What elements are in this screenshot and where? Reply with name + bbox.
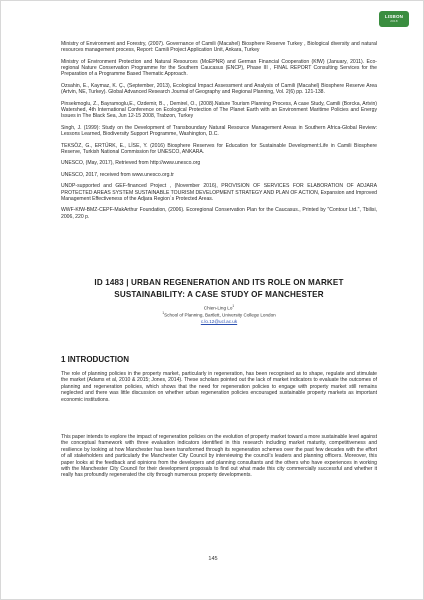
conference-logo [379, 11, 409, 27]
section-heading-introduction: 1 INTRODUCTION [61, 355, 129, 364]
author-email-link[interactable]: c.lo.12@ucl.ac.uk [200, 318, 238, 324]
logo-sub-text: 2018 [390, 19, 398, 23]
author-affiliation: School of Planning, Bartlett, University College London [164, 312, 276, 318]
reference-item: Pinsekmoglu, Z., Bayramoglu,E., Ozdemir, B., , Demirel, O., (2008).Nature Tourism Planning Process, A case Study, Camili (Borcka, Artvin) Watershed, 4th International Conference on Ecological Protection of The Planet Earth with an Environment Maritime Policies and Energy Issues in The Black Sea, Jun 12-15 2008, Trabzon, Turkey [61, 100, 377, 120]
paper-title [61, 277, 377, 301]
reference-item: UNESCO, (May, 2017), Retrieved from http://www.unesco.org [61, 160, 201, 167]
reference-item: Singh, J. (1999): Study on the Development of Transboundary Natural Resource Management Areas in Southern Africa-Global Review: Lessons Learned, Biodiversity Support Programme, Washington, D.C. [61, 124, 377, 138]
paper-title-line-1: ID 1483 | URBAN REGENERATION AND ITS ROLE ON MARKET [94, 278, 344, 287]
reference-item: Ministry of Environment and Forestry, (2007). Governance of Camili (Macahel) Biosphere Reserve Turkey , Biological diversity and natural resources management process, Report: Camili Project Application Unit, Ankara, Turkey [61, 41, 377, 54]
author-superscript: 1 [232, 304, 235, 308]
reference-item: Ozsahin, E., Kaymaz, K. Ç., (September, 2013), Ecological Impact Assessment and Analysis of Camili (Macahel) Biosphere Reserve Area (Artvin, NE, Turkey). Global Advanced Research Journal of Geography and Regional Planning, Vol. 2(6) pp. 121-138. [61, 82, 377, 96]
reference-item: Ministry of Environment Protection and Natural Resources (MoEPNR) and German Financial Cooperation (KfW) (January, 2011). Eco-regional Nature Conservation Programme for the Southern Caucasus (ENCP), Phase III , FINAL REPORT Consulting Services for the Preparation of a Programme Based Thematic Approach. [61, 58, 377, 78]
introduction-paragraph-1: The role of planning policies in the property market, particularly in regeneration, has been recognised as to shape, regulate and stimulate the market (Adams et al, 2010 & 2015; Jones, 2014). These scholars pointed out the lack of market indicators to evaluate the outcomes of planning and regeneration policies, which shows that the need for regeneration policies to engage with property market still remains neglected and there was little discussion on whether urban regeneration policies encouraged sustainable property markets as important economic institutions. [61, 371, 377, 403]
affiliation-superscript: 1 [162, 311, 165, 316]
reference-item: UNDP-supported and GEF-financed Project , (November 2016), PROVISION OF SERVICES FOR ELABORATION OF ADJARA PROTECTED AREAS SYSTEM SUSTAINABLE TOURISM DEVELOPMENT STRATEGY AND PLAN OF ACTION, Expansion and Improved Management Effectiveness of the Adjara Region`s Protected Areas. [61, 183, 377, 202]
author-block [61, 304, 377, 324]
author-email-line[interactable] [61, 319, 377, 325]
reference-list [61, 41, 377, 225]
author-affiliation-line [61, 311, 377, 318]
reference-item: TEKSÖZ, G., ERTÜRK, E., LİSE, Y. (2016) Biosphere Reserves for Education for Sustainable Development:Life in Camili Biosphere Reserve, Turkish National Commission for UNESCO, ANKARA. [61, 142, 377, 155]
logo-main-text: LISBON [384, 14, 404, 19]
author-name: Chien-Ling Lo [203, 305, 233, 311]
author-name-line [61, 304, 377, 311]
introduction-paragraph-2: This paper intends to explore the impact of regeneration policies on the evolution of property market toward a more sustainable level against the conceptual framework with three evaluation indicators identified in this research including market maturity, competitiveness and resilience by looking at how Manchester has been transformed through its regeneration schemes over the past few decades with the effort of all stakeholders and particularly the Manchester City Council by interviewing the council’s leaders and planning officers. Moreover, this paper looks at the feedback and opinions from the developers and planning consultants and the others who have experiences in working with the Manchester City Council for their development proposals to find out what made this city commercially successful and whether it really has profoundly regenerated the city through numerous property developments. [61, 434, 377, 479]
paper-title-line-2: SUSTAINABILITY: A CASE STUDY OF MANCHESTER [114, 290, 324, 299]
reference-item: UNESCO, 2017, received from www.unesco.org.tr [61, 171, 174, 178]
reference-item: WWF-KfW-BMZ-CEPF-MakArthur Foundation, (2006). Ecoregional Conservation Plan for the Caucasus., Printed by "Contour Ltd.", Tbilisi, 2006, 220 p. [61, 207, 377, 220]
page-number: 145 [208, 556, 218, 562]
